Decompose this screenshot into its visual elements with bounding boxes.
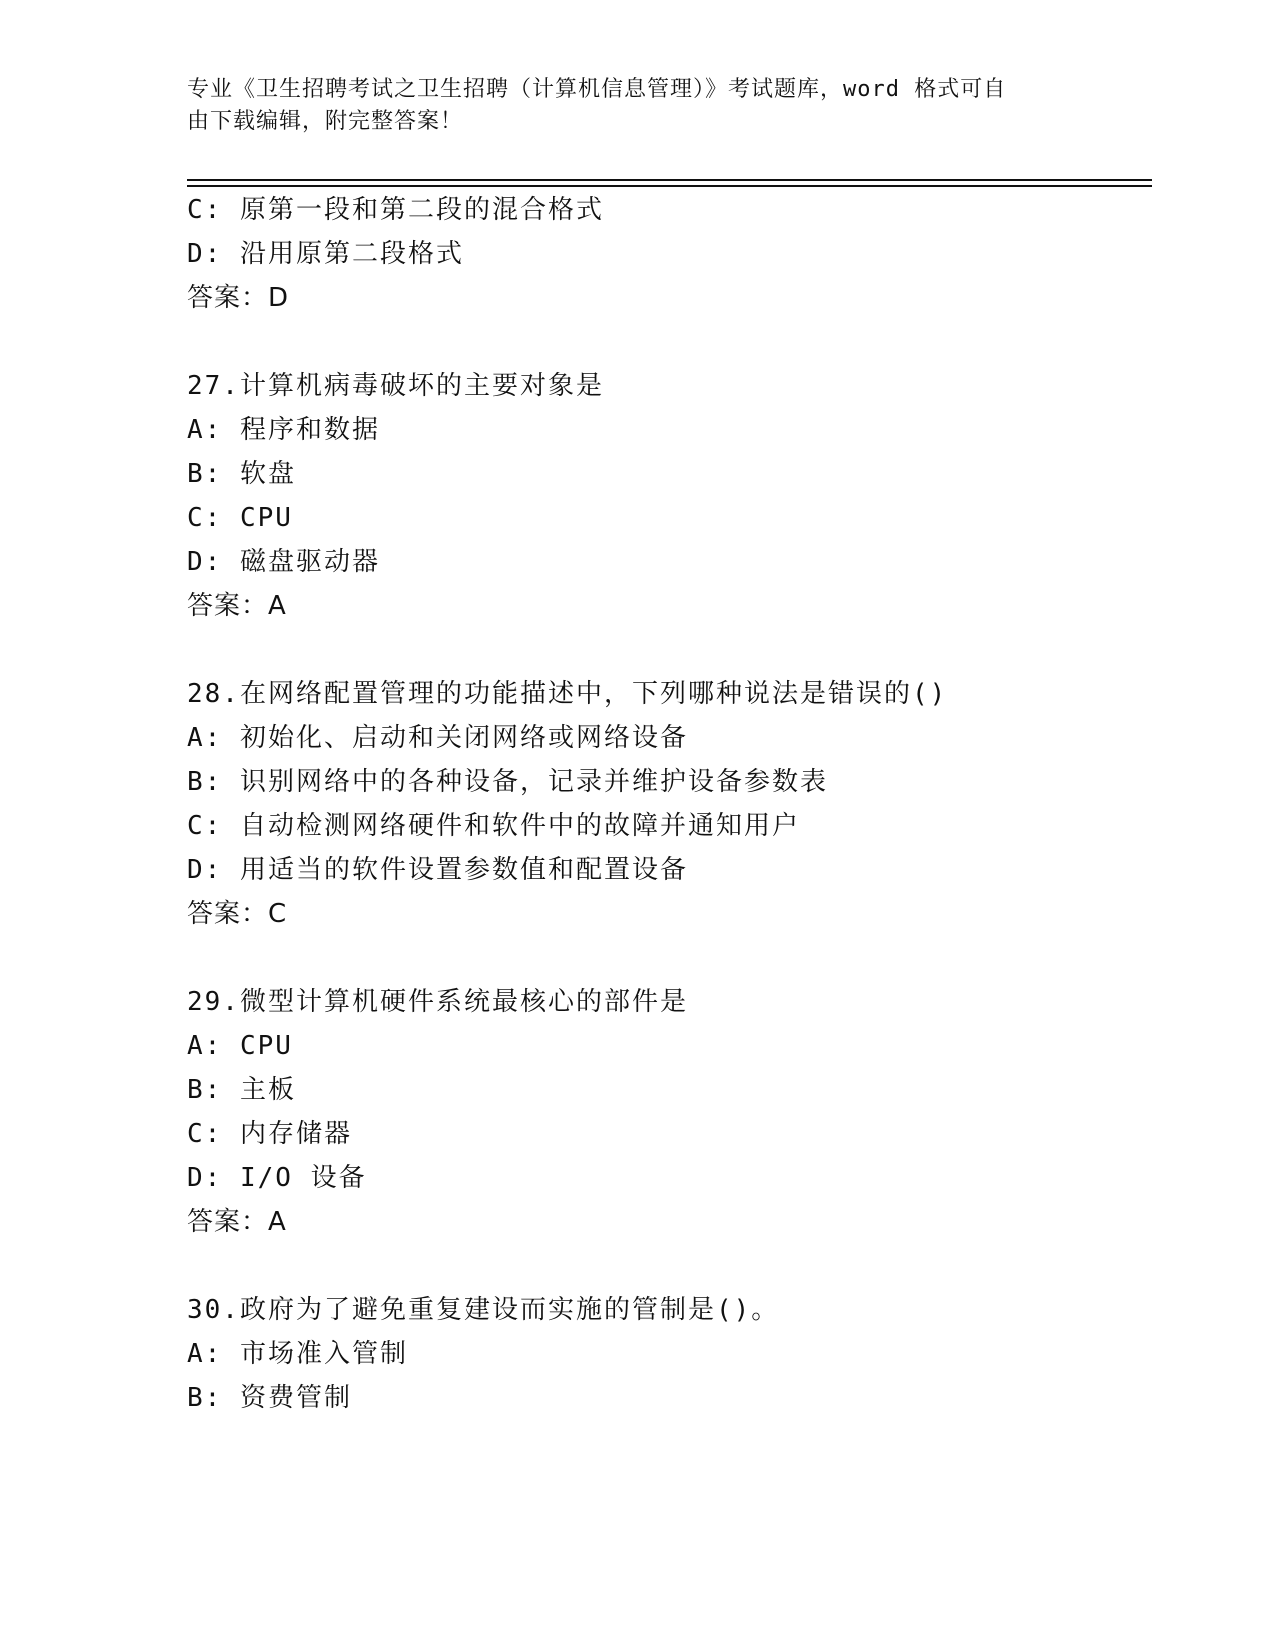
header-divider-bottom	[187, 185, 1152, 187]
prev-option-d: D: 沿用原第二段格式	[187, 239, 464, 269]
question-27-answer: 答案：A	[187, 591, 287, 621]
prev-answer: 答案：D	[187, 283, 290, 313]
header-divider-top	[187, 179, 1152, 181]
question-28-answer: 答案：C	[187, 899, 288, 929]
header-line-1: 专业《卫生招聘考试之卫生招聘（计算机信息管理）》考试题库，word 格式可自	[187, 77, 1007, 102]
question-29-stem: 29.微型计算机硬件系统最核心的部件是	[187, 987, 688, 1017]
question-30-stem: 30.政府为了避免重复建设而实施的管制是()。	[187, 1295, 780, 1325]
question-28-option-b: B: 识别网络中的各种设备，记录并维护设备参数表	[187, 767, 828, 797]
question-29-option-a: A: CPU	[187, 1031, 293, 1061]
prev-option-c: C: 原第一段和第二段的混合格式	[187, 195, 604, 225]
question-28-option-d: D: 用适当的软件设置参数值和配置设备	[187, 855, 688, 885]
question-28-stem: 28.在网络配置管理的功能描述中，下列哪种说法是错误的()	[187, 679, 948, 709]
question-27-option-b: B: 软盘	[187, 459, 296, 489]
question-29-option-b: B: 主板	[187, 1075, 296, 1105]
question-27-option-d: D: 磁盘驱动器	[187, 547, 380, 577]
question-27-option-a: A: 程序和数据	[187, 415, 380, 445]
question-30-option-b: B: 资费管制	[187, 1383, 352, 1413]
question-29-answer: 答案：A	[187, 1207, 287, 1237]
question-30-option-a: A: 市场准入管制	[187, 1339, 408, 1369]
question-29-option-c: C: 内存储器	[187, 1119, 352, 1149]
question-28-option-c: C: 自动检测网络硬件和软件中的故障并通知用户	[187, 811, 800, 841]
question-28-option-a: A: 初始化、启动和关闭网络或网络设备	[187, 723, 688, 753]
header-line-2: 由下载编辑，附完整答案！	[187, 109, 464, 134]
question-27-option-c: C: CPU	[187, 503, 293, 533]
question-29-option-d: D: I/O 设备	[187, 1163, 367, 1193]
question-27-stem: 27.计算机病毒破坏的主要对象是	[187, 371, 604, 401]
document-header	[187, 74, 1067, 138]
